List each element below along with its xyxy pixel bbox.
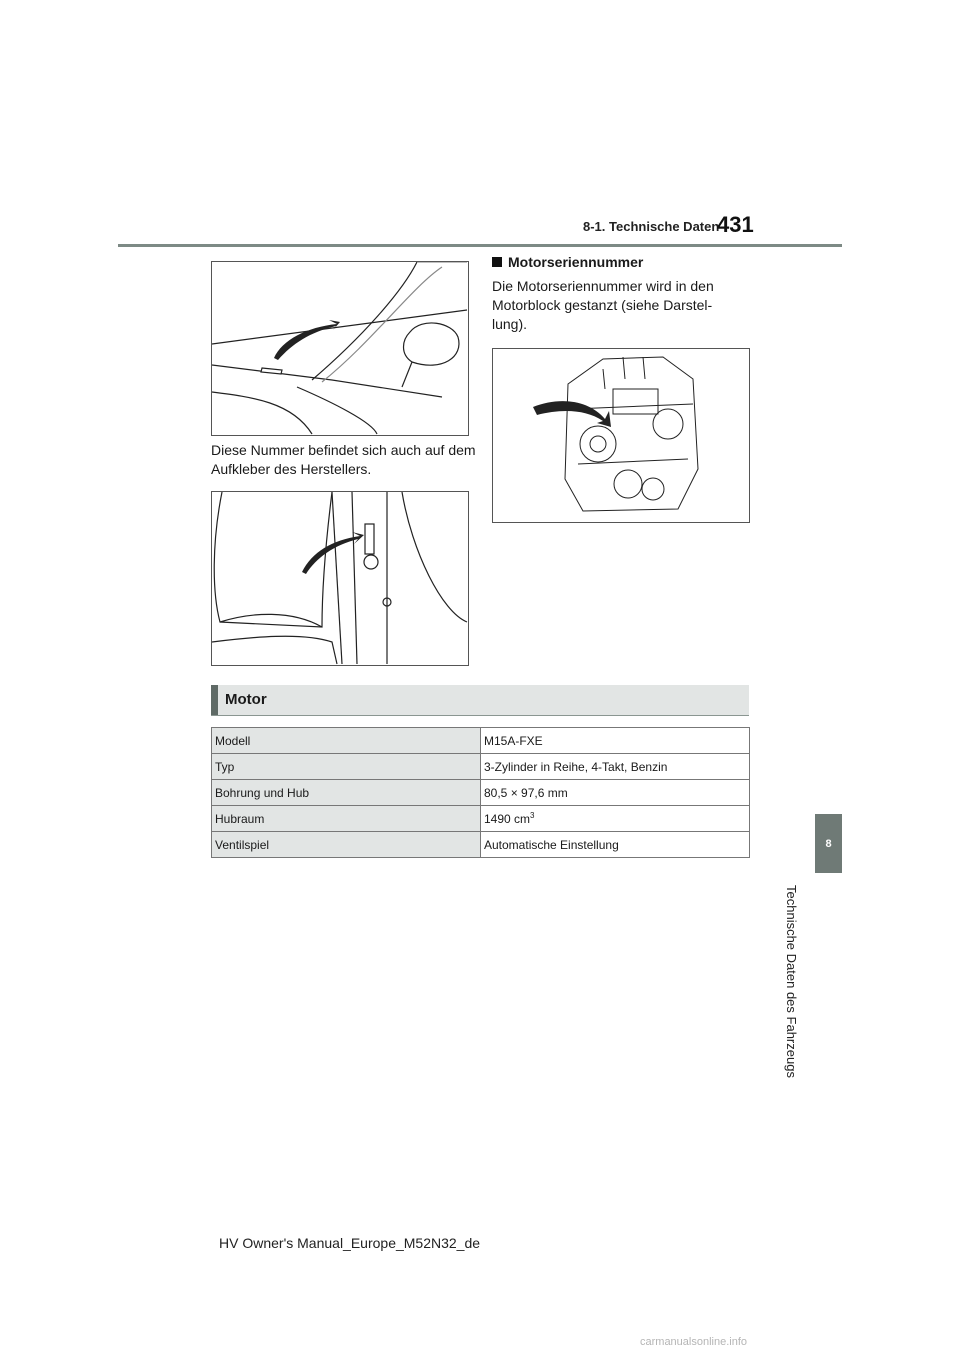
vin-note: Diese Nummer befindet sich auch auf dem Aufkleber des Herstellers. [211,442,476,477]
engine-serial-paragraph: Die Motorseriennummer wird in den Motorblock gestanzt (siehe Darstel-lung). [492,278,714,332]
chapter-side-label [786,885,804,1095]
spec-label: Modell [212,728,481,754]
chapter-tab[interactable] [815,814,842,873]
table-row [212,832,750,858]
spec-value: 80,5 × 97,6 mm [481,780,750,806]
watermark: carmanualsonline.info [640,1336,748,1348]
motor-section-title: Motor [225,691,267,708]
spec-value: Automatische Einstellung [481,832,750,858]
table-row [212,806,750,832]
spec-label: Typ [212,754,481,780]
motor-section-header [211,685,749,716]
page-number: 431 [717,212,754,237]
windshield-vin-illustration [211,261,469,436]
header-rule [118,244,842,247]
table-row [212,754,750,780]
engine-block-illustration [492,348,750,523]
engine-serial-subhead [492,254,643,270]
spec-value-cell [481,806,750,832]
black-square-bullet-icon [492,257,502,267]
engine-serial-subhead-text: Motorseriennummer [508,254,644,270]
table-row [212,780,750,806]
manual-footer: HV Owner's Manual_Europe_M52N32_de [219,1235,481,1251]
chapter-label: Technische Daten des Fahrzeugs [784,885,799,1078]
spec-label: Bohrung und Hub [212,780,481,806]
table-row [212,728,750,754]
section-title: 8-1. Technische Daten [583,219,720,234]
spec-value-superscript: 3 [530,811,535,820]
chapter-number: 8 [825,837,832,850]
motor-specs-table [211,727,750,858]
spec-label: Ventilspiel [212,832,481,858]
spec-label: Hubraum [212,806,481,832]
spec-value: 3-Zylinder in Reihe, 4-Takt, Benzin [481,754,750,780]
spec-value: M15A-FXE [481,728,750,754]
door-pillar-label-illustration [211,491,469,666]
spec-value: 1490 cm [484,812,531,826]
section-accent-bar [211,685,218,715]
